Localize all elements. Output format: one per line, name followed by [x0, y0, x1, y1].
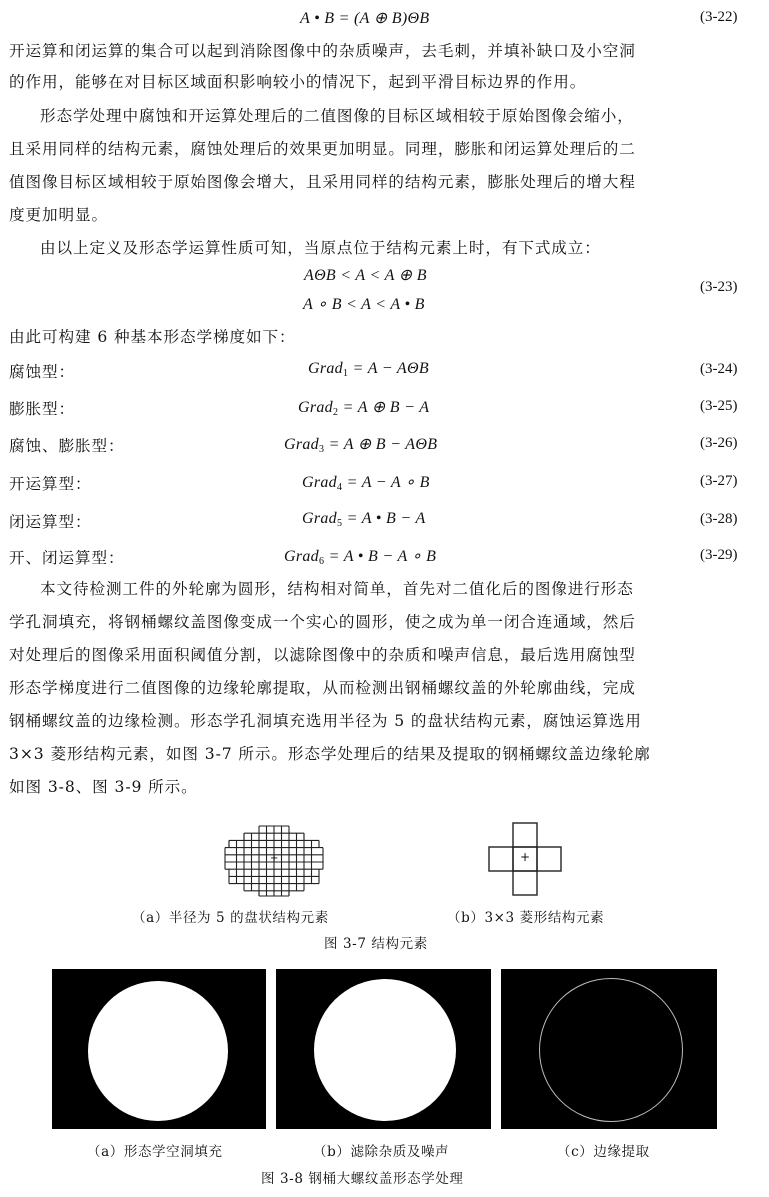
gradient-label: 腐蚀型： [9, 363, 75, 381]
equation-3-23-line-1: AΘB < A < A ⊕ B [304, 267, 427, 284]
filtered-disk [314, 979, 456, 1121]
gradient-label: 开、闭运算型： [9, 549, 125, 567]
paragraph-2-line-2: 且采用同样的结构元素，腐蚀处理后的效果更加明显。同理，膨胀和闭运算处理后的二 [9, 140, 636, 158]
gradient-formula: Grad$_3$ = A ⊕ B − AΘB [284, 436, 438, 455]
paragraph-4-line-1: 本文待检测工件的外轮廓为圆形，结构相对简单，首先对二值化后的图像进行形态 [40, 580, 634, 598]
equation-3-23-line-2: A ∘ B < A < A • B [303, 296, 425, 313]
noise-filtered-image [276, 969, 491, 1129]
gradient-number: (3-27) [700, 473, 738, 489]
gradient-label: 膨胀型： [9, 400, 75, 418]
gradient-formula: Grad$_6$ = A • B − A ∘ B [284, 548, 437, 567]
gradient-formula: Grad$_1$ = A − AΘB [308, 360, 429, 379]
paragraph-4-line-3: 对处理后的图像采用面积阈值分割，以滤除图像中的杂质和噪声信息，最后选用腐蚀型 [9, 646, 636, 664]
equation-number-3-22: (3-22) [700, 9, 738, 25]
gradient-number: (3-26) [700, 435, 738, 451]
paragraph-3: 由以上定义及形态学运算性质可知，当原点位于结构元素上时，有下式成立： [40, 239, 601, 257]
gradient-label: 开运算型： [9, 475, 92, 493]
gradient-number: (3-24) [700, 361, 738, 377]
paragraph-4-line-7: 如图 3-8、图 3-9 所示。 [9, 778, 198, 796]
paragraph-4-line-4: 形态学梯度进行二值图像的边缘轮廓提取，从而检测出钢桶螺纹盖的外轮廓曲线，完成 [9, 679, 636, 697]
fig-3-8-subcaption-c: （c）边缘提取 [557, 1144, 650, 1160]
gradient-formula: Grad$_2$ = A ⊕ B − A [298, 399, 430, 418]
origin-marker-disk: + [270, 853, 279, 864]
gradient-number: (3-25) [700, 398, 738, 414]
paragraph-2-line-4: 度更加明显。 [9, 206, 108, 224]
fig-3-7-caption: 图 3-7 结构元素 [324, 936, 428, 952]
fig-3-8-subcaption-a: （a）形态学空洞填充 [87, 1144, 223, 1160]
fig-3-8-subcaption-b: （b）滤除杂质及噪声 [313, 1144, 450, 1160]
equation-number-3-23: (3-23) [700, 279, 738, 295]
edge-contour [539, 978, 683, 1122]
filled-disk [88, 981, 228, 1121]
equation-3-22: A • B = (A ⊕ B)ΘB [300, 10, 430, 27]
gradient-number: (3-28) [700, 511, 738, 527]
gradient-label: 腐蚀、膨胀型： [9, 437, 125, 455]
paragraph-2-line-1: 形态学处理中腐蚀和开运算处理后的二值图像的目标区域相较于原始图像会缩小， [40, 107, 634, 125]
paragraph-2-line-3: 值图像目标区域相较于原始图像会增大，且采用同样的结构元素，膨胀处理后的增大程 [9, 173, 636, 191]
fig-3-8-caption: 图 3-8 钢桶大螺纹盖形态学处理 [261, 1171, 464, 1187]
gradient-formula: Grad$_5$ = A • B − A [302, 510, 426, 529]
fig-3-7-subcaption-b: （b）3×3 菱形结构元素 [447, 910, 605, 926]
gradients-intro: 由此可构建 6 种基本形态学梯度如下： [9, 328, 296, 346]
paragraph-1-line-1: 开运算和闭运算的集合可以起到消除图像中的杂质噪声，去毛刺，并填补缺口及小空洞 [9, 42, 636, 60]
paragraph-4-line-5: 钢桶螺纹盖的边缘检测。形态学孔洞填充选用半径为 5 的盘状结构元素，腐蚀运算选用 [9, 712, 642, 730]
hole-filled-image [52, 969, 266, 1129]
paragraph-4-line-2: 学孔洞填充，将钢桶螺纹盖图像变成一个实心的圆形，使之成为单一闭合连通域，然后 [9, 613, 636, 631]
paragraph-1-line-2: 的作用，能够在对目标区域面积影响较小的情况下，起到平滑目标边界的作用。 [9, 73, 587, 91]
paragraph-4-line-6: 3×3 菱形结构元素，如图 3-7 所示。形态学处理后的结果及提取的钢桶螺纹盖边缘轮廓 [9, 745, 651, 763]
gradient-label: 闭运算型： [9, 513, 92, 531]
gradient-number: (3-29) [700, 547, 738, 563]
origin-marker-diamond: + [520, 850, 531, 864]
edge-extracted-image [501, 969, 717, 1129]
gradient-formula: Grad$_4$ = A − A ∘ B [302, 474, 430, 493]
fig-3-7-subcaption-a: （a）半径为 5 的盘状结构元素 [132, 910, 329, 926]
